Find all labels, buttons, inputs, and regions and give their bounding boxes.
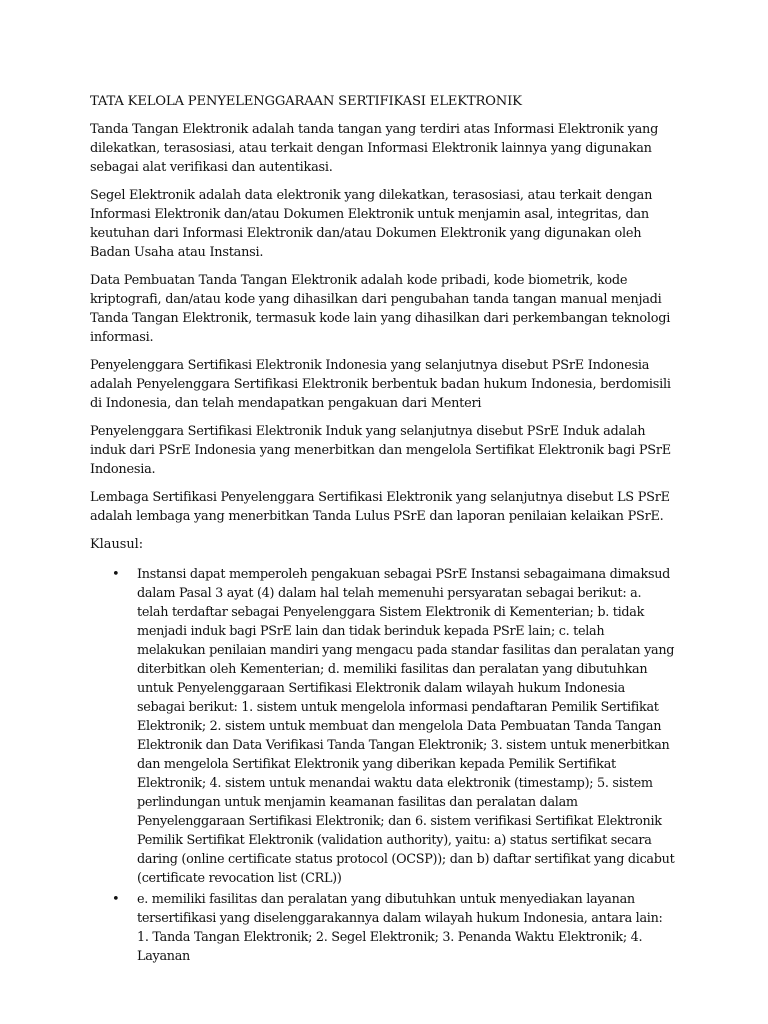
document-page <box>90 92 675 968</box>
list-item <box>90 565 675 888</box>
bullet-icon: • <box>112 892 120 907</box>
bullet-icon: • <box>112 567 120 582</box>
list-item <box>90 890 675 966</box>
paragraph-tanda-tangan-elektronik: Tanda Tangan Elektronik adalah tanda tangan yang terdiri atas Informasi Elektronik yang dilekatkan, terasosiasi, atau terkait dengan Informasi Elektronik lainnya yang digunakan sebagai alat verifikasi dan autentikasi. <box>90 122 659 175</box>
paragraph-data-pembuatan: Data Pembuatan Tanda Tangan Elektronik adalah kode pribadi, kode biometrik, kode kriptografi, dan/atau kode yang dihasilkan dari pengubahan tanda tangan manual menjadi Tanda Tangan Elektronik, termasuk kode lain yang dihasilkan dari perkembangan teknologi informasi. <box>90 273 671 345</box>
list-item-text: e. memiliki fasilitas dan peralatan yang dibutuhkan untuk menyediakan layanan tersertifikasi yang diselenggarakannya dalam wilayah hukum Indonesia, antara lain: 1. Tanda Tangan Elektronik; 2. Segel Elektronik; 3. Penanda Waktu Elektronik; 4. Layanan <box>137 892 663 964</box>
klausul-list <box>90 565 675 966</box>
list-item-text: Instansi dapat memperoleh pengakuan sebagai PSrE Instansi sebagaimana dimaksud dalam Pasal 3 ayat (4) dalam hal telah memenuhi persyaratan sebagai berikut: a. telah terdaftar sebagai Penyelenggara Sistem Elektronik di Kementerian; b. tidak menjadi induk bagi PSrE lain dan tidak berinduk kepada PSrE lain; c. telah melakukan penilaian mandiri yang mengacu pada standar fasilitas dan peralatan yang diterbitkan oleh Kementerian; d. memiliki fasilitas dan peralatan yang dibutuhkan untuk Penyelenggaraan Sertifikasi Elektronik dalam wilayah hukum Indonesia sebagai berikut: 1. sistem untuk mengelola informasi pendaftaran Pemilik Sertifikat Elektronik; 2. sistem untuk membuat dan mengelola Data Pembuatan Tanda Tangan Elektronik dan Data Verifikasi Tanda Tangan Elektronik; 3. sistem untuk menerbitkan dan mengelola Sertifikat Elektronik yang diberikan kepada Pemilik Sertifikat Elektronik; 4. sistem untuk menandai waktu data elektronik (timestamp); 5. sistem perlindungan untuk menjamin keamanan fasilitas dan peralatan dalam Penyelenggaraan Sertifikasi Elektronik; dan 6. sistem verifikasi Sertifikat Elektronik Pemilik Sertifikat Elektronik (validation authority), yaitu: a) status sertifikat secara daring (online certificate status protocol (OCSP)); dan b) daftar sertifikat yang dicabut (certificate revocation list (CRL)) <box>137 567 675 886</box>
paragraph-ls-psre: Lembaga Sertifikasi Penyelenggara Sertifikasi Elektronik yang selanjutnya disebut LS PSrE adalah lembaga yang menerbitkan Tanda Lulus PSrE dan laporan penilaian kelaikan PSrE. <box>90 490 670 524</box>
klausul-label: Klausul: <box>90 537 144 552</box>
document-title: TATA KELOLA PENYELENGGARAAN SERTIFIKASI ELEKTRONIK <box>90 94 522 109</box>
paragraph-segel-elektronik: Segel Elektronik adalah data elektronik yang dilekatkan, terasosiasi, atau terkait dengan Informasi Elektronik dan/atau Dokumen Elektronik untuk menjamin asal, integritas, dan keutuhan dari Informasi Elektronik dan/atau Dokumen Elektronik yang digunakan oleh Badan Usaha atau Instansi. <box>90 188 653 260</box>
paragraph-psre-indonesia: Penyelenggara Sertifikasi Elektronik Indonesia yang selanjutnya disebut PSrE Indonesia adalah Penyelenggara Sertifikasi Elektronik berbentuk badan hukum Indonesia, berdomisili di Indonesia, dan telah mendapatkan pengakuan dari Menteri <box>90 358 671 411</box>
paragraph-psre-induk: Penyelenggara Sertifikasi Elektronik Induk yang selanjutnya disebut PSrE Induk adalah induk dari PSrE Indonesia yang menerbitkan dan mengelola Sertifikat Elektronik bagi PSrE Indonesia. <box>90 424 671 477</box>
